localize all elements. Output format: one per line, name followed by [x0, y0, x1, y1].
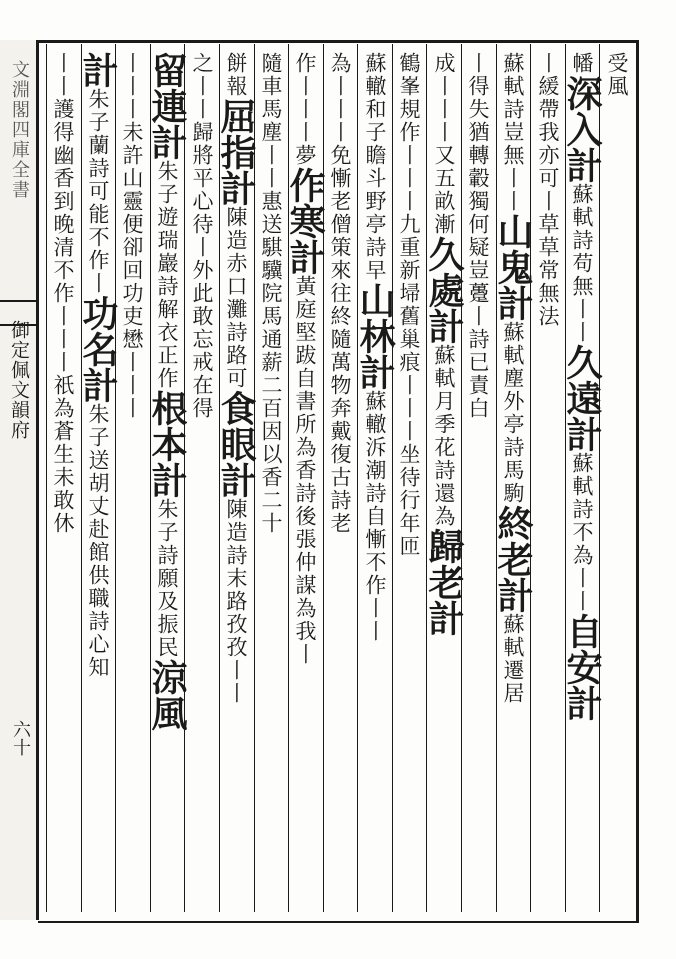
entry-headword: 自安計: [561, 613, 603, 721]
entry-text: 蘇軾詩豈無丨丨: [501, 52, 525, 213]
text-column: [215, 52, 257, 705]
text-column: [423, 52, 465, 636]
entry-text: 幡: [570, 52, 594, 75]
entry-text: 獨何疑豈躉丨: [466, 190, 490, 328]
entry-text: 丨丨護得幽香到晚清: [51, 52, 75, 259]
entry-text: 丨緩帶我亦可: [536, 52, 560, 190]
entry-text: 鶴峯規作丨丨丨九重新埽舊巢痕: [397, 52, 421, 374]
entry-text: 成丨丨丨又五畝漸: [432, 52, 456, 236]
entry-headword: 歸老計: [423, 528, 465, 636]
entry-headword: 涼風: [146, 659, 188, 731]
entry-text: 朱子蘭詩可能不作丨: [86, 88, 110, 295]
entry-text: 陳造詩末路孜孜丨丨: [224, 498, 248, 705]
text-column: [253, 52, 289, 535]
entry-text: 蘇軾塵外亭詩馬駒: [501, 321, 525, 505]
entry-text: 餅: [224, 52, 248, 75]
entry-headword: 久處計: [423, 236, 465, 344]
page-number: 六十: [10, 720, 31, 756]
entry-text: 蘇轍和子瞻斗野亭詩早: [363, 52, 387, 282]
text-column: [460, 52, 496, 420]
entry-text: 蘇軾月季花詩還為: [432, 344, 456, 528]
entry-text: 蘇轍泝潮詩自慚不作丨丨: [363, 390, 387, 643]
text-column: [284, 52, 326, 666]
entry-text: 丨草草常無法: [536, 190, 560, 328]
entry-text: 陳造赤口灘詩路可: [224, 206, 248, 390]
text-column: [561, 52, 603, 721]
entry-headword: 根本計: [146, 390, 188, 498]
entry-text: 丨丨丨未許山靈便卻回: [120, 52, 144, 282]
entry-text: 蘇軾遷居: [501, 613, 525, 705]
text-column: [322, 52, 358, 535]
entry-headword: 功名計: [77, 295, 119, 403]
entry-headword: 作寒計: [284, 167, 326, 275]
entry-headword: 久遠計: [561, 344, 603, 452]
entry-text: 丨外此敢忘戒在得: [190, 236, 214, 420]
entry-headword: 計: [77, 52, 119, 88]
entry-text: 不作丨丨丨祇為蒼生未敢休: [51, 259, 75, 535]
text-column: [77, 52, 119, 679]
entry-headword: 山鬼計: [492, 213, 534, 321]
text-column: [492, 52, 534, 705]
entry-text: 報: [224, 75, 248, 98]
entry-headword: 深入計: [561, 75, 603, 183]
text-column: [391, 52, 427, 558]
text-column: [114, 52, 150, 420]
text-column: [530, 52, 566, 328]
entry-text: 蘇軾詩苟無丨丨: [570, 183, 594, 344]
entry-text: 隨車馬塵: [259, 52, 283, 144]
entry-text: 為丨丨丨免慚老僧策: [328, 52, 352, 259]
text-column: [146, 52, 188, 731]
entry-text: 朱子送胡丈赴館供職詩心知: [86, 403, 110, 679]
entry-text: 作丨丨丨: [293, 52, 317, 144]
entry-text: 丨丨歸將平心待: [190, 75, 214, 236]
entry-text: 來往終隨萬物奔戴復古詩老: [328, 259, 352, 535]
text-column: [599, 52, 635, 98]
gutter-header-text: 文淵閣四庫全書: [9, 60, 30, 200]
entry-headword: 山林計: [354, 282, 396, 390]
entry-headword: 終老計: [492, 505, 534, 613]
text-column: [354, 52, 396, 643]
book-title: 御定佩文韻府: [8, 320, 30, 440]
entry-text: 夢: [293, 144, 317, 167]
entry-text: 丨丨丨坐待行年匝: [397, 374, 421, 558]
text-column: [45, 52, 81, 535]
entry-text: 蘇軾詩不為丨丨: [570, 452, 594, 613]
entry-headword: 食眼計: [215, 390, 257, 498]
text-column: [184, 52, 220, 420]
entry-text: 丨丨惠送騏驥院馬通薪二百因以香二十: [259, 144, 283, 535]
entry-text: 丨得失猶轉轂: [466, 52, 490, 190]
entry-text: 朱子遊瑞巖詩解衣正作: [155, 160, 179, 390]
entry-text: 功吏懋丨丨丨: [120, 282, 144, 420]
entry-text: 朱子詩願及振民: [155, 498, 179, 659]
entry-headword: 屈指計: [215, 98, 257, 206]
entry-text: 受風: [605, 52, 629, 98]
entry-text: 詩已責白: [466, 328, 490, 420]
entry-text: 黃庭堅跋自書所為香詩後張仲謀為我丨: [293, 275, 317, 666]
entry-headword: 留連計: [146, 52, 188, 160]
entry-text: 之: [190, 52, 214, 75]
